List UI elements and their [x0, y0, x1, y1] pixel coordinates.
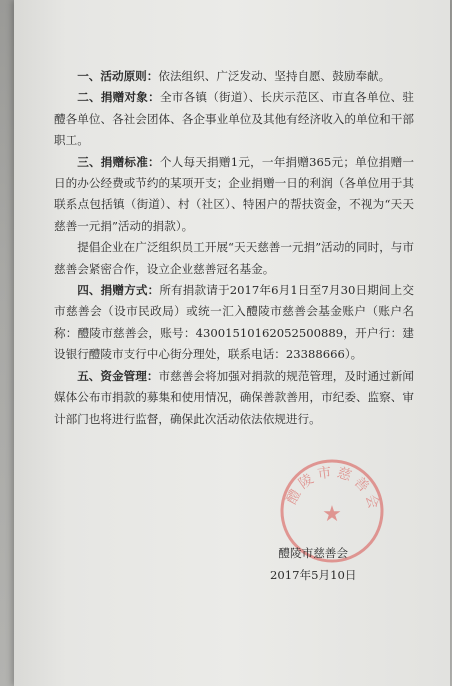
- section-standard: [54, 152, 414, 238]
- section-heading: 二、捐赠对象：: [77, 90, 160, 105]
- section-method: [54, 280, 414, 366]
- section-management: [54, 366, 414, 430]
- section-principle: [54, 66, 414, 87]
- seal-text: 醴陵市慈善会: [283, 464, 383, 515]
- section-text: 依法组织、广泛发动、坚持自愿、鼓励奉献。: [158, 69, 391, 83]
- section-text: 全市各镇（街道）、长庆示范区、市直各单位、驻醴各单位、各社会团体、各企事业单位及其他有经济收入的单位和干部职工。: [54, 90, 414, 148]
- section-text: 所有捐款请于2017年6月1日至7月30日期间上交市慈善会（设市民政局）或统一汇入醴陵市慈善会基金账户（账户名称：醴陵市慈善会，账号：43001510162052500889，开户行：建设银行醴陵市支行中心街分理处，联系电话：23388666）。: [54, 283, 414, 362]
- section-heading: 一、活动原则：: [77, 69, 159, 83]
- section-heading: 三、捐赠标准：: [77, 154, 160, 169]
- section-enterprise-note: [54, 237, 414, 280]
- section-text: 市慈善会将加强对捐款的规范管理，及时通过新闻媒体公布市捐款的募集和使用情况，确保善款善用，市纪委、监察、审计部门也将进行监督，确保此次活动依法依规进行。: [54, 368, 414, 426]
- section-text: 个人每天捐赠1元，一年捐赠365元；单位捐赠一日的办公经费或节约的某项开支；企业捐赠一日的利润（各单位用于其联系点包括镇（街道）、村（社区）、特困户的帮扶资金，不视为“天天慈善一元捐”活动的捐款）。: [54, 154, 414, 233]
- document-body: [54, 66, 414, 430]
- section-heading: 五、资金管理：: [77, 368, 159, 383]
- signature-date: 2017年5月10日: [270, 568, 357, 582]
- signature-block: [270, 542, 356, 586]
- section-heading: 四、捐赠方式：: [77, 283, 160, 298]
- svg-text:★: ★: [322, 502, 342, 527]
- signature-org: 醴陵市慈善会: [278, 546, 348, 560]
- section-text: 提倡企业在广泛组织员工开展“天天慈善一元捐”活动的同时，与市慈善会紧密合作，设立企业慈善冠名基金。: [54, 240, 414, 276]
- section-donors: [54, 87, 414, 151]
